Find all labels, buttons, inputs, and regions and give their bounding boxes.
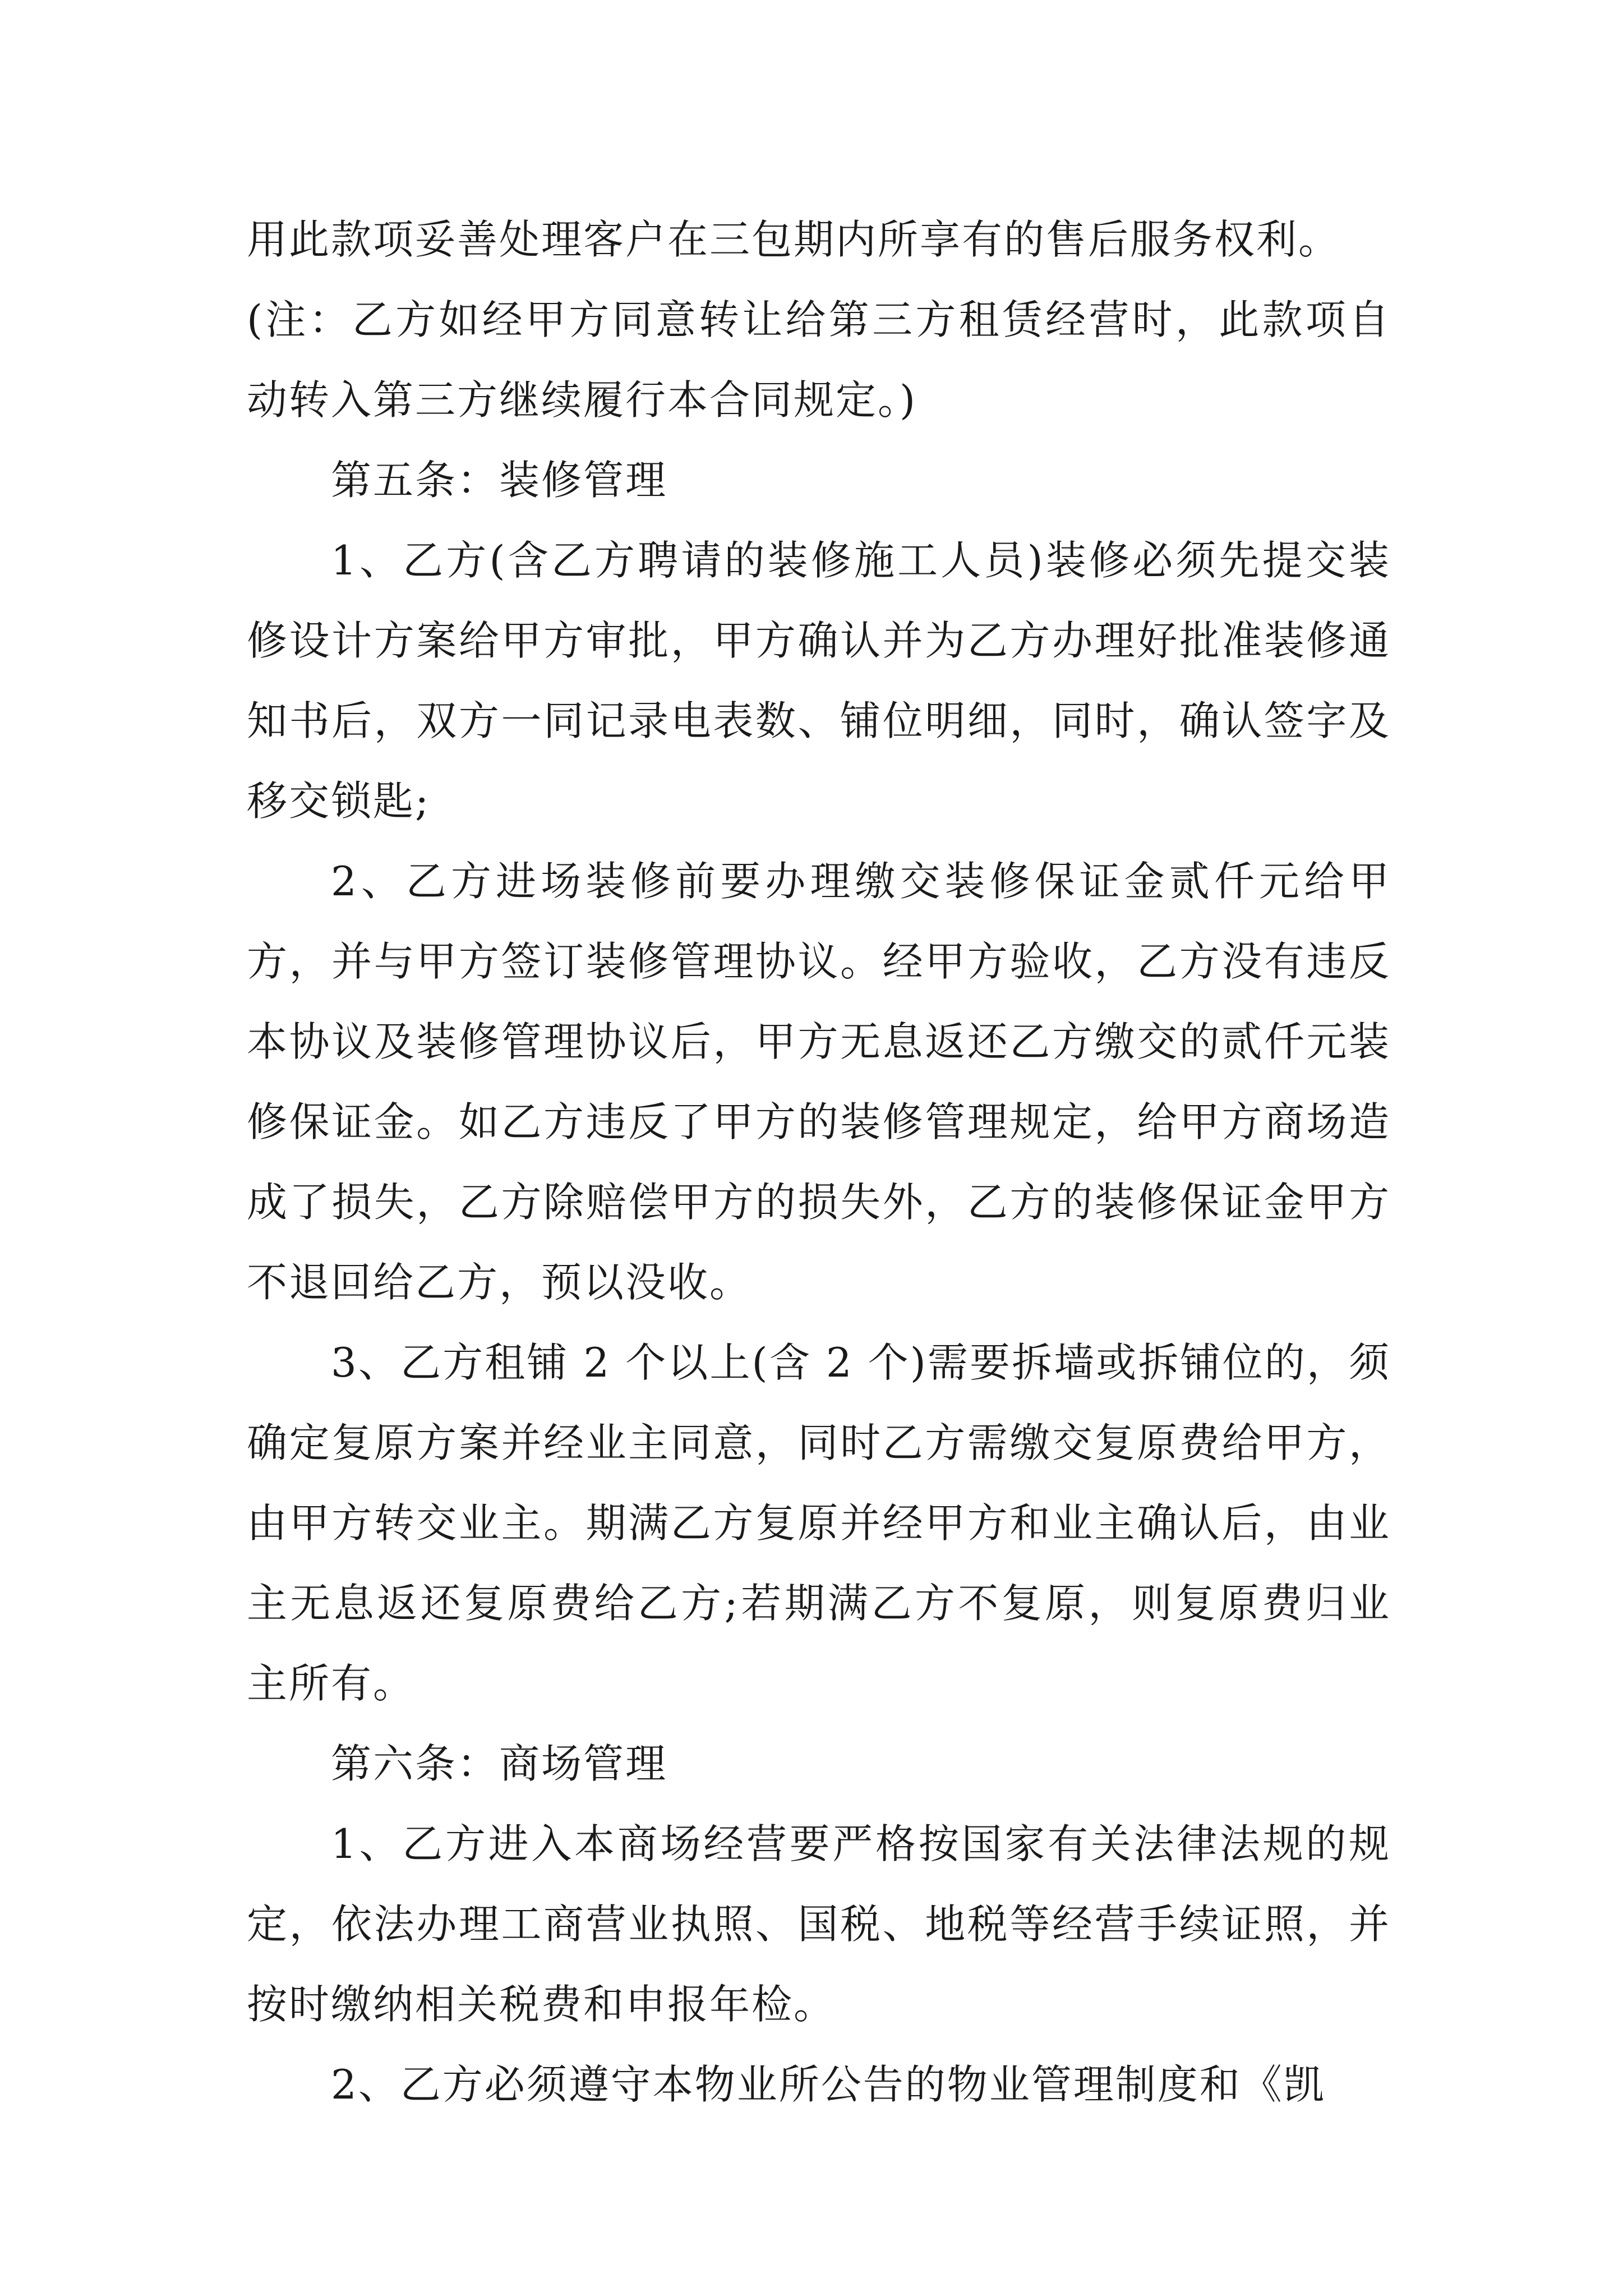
- section-heading-5: 第五条：装修管理: [331, 457, 668, 504]
- paragraph-p1: 用此款项妥善处理客户在三包期内所享有的售后服务权利。: [247, 216, 1341, 263]
- paragraph-p6: 3、乙方租铺 2 个以上(含 2 个)需要拆墙或拆铺位的，须确定复原方案并经业主同意，同时乙方需缴交复原费给甲方，由甲方转交业主。期满乙方复原并经甲方和业主确认后，由业主无息返还复原费给乙方;若期满乙方不复原，则复原费归业主所有。: [247, 1339, 1391, 1707]
- paragraph-p2: (注：乙方如经甲方同意转让给第三方租赁经营时，此款项自动转入第三方继续履行本合同规定。): [247, 296, 1391, 424]
- paragraph-p5: 2、乙方进场装修前要办理缴交装修保证金贰仟元给甲方，并与甲方签订装修管理协议。经甲方验收，乙方没有违反本协议及装修管理协议后，甲方无息返还乙方缴交的贰仟元装修保证金。如乙方违反了甲方的装修管理规定，给甲方商场造成了损失，乙方除赔偿甲方的损失外，乙方的装修保证金甲方不退回给乙方，预以没收。: [247, 858, 1391, 1306]
- document-body: [247, 200, 1391, 2125]
- section-heading-6: 第六条：商场管理: [331, 1740, 668, 1787]
- paragraph-p8: 1、乙方进入本商场经营要严格按国家有关法律法规的规定，依法办理工商营业执照、国税、地税等经营手续证照，并按时缴纳相关税费和申报年检。: [247, 1820, 1391, 2028]
- paragraph-p4: 1、乙方(含乙方聘请的装修施工人员)装修必须先提交装修设计方案给甲方审批，甲方确认并为乙方办理好批准装修通知书后，双方一同记录电表数、铺位明细，同时，确认签字及移交锁匙;: [247, 537, 1391, 825]
- paragraph-p9: 2、乙方必须遵守本物业所公告的物业管理制度和《凯: [331, 2061, 1326, 2108]
